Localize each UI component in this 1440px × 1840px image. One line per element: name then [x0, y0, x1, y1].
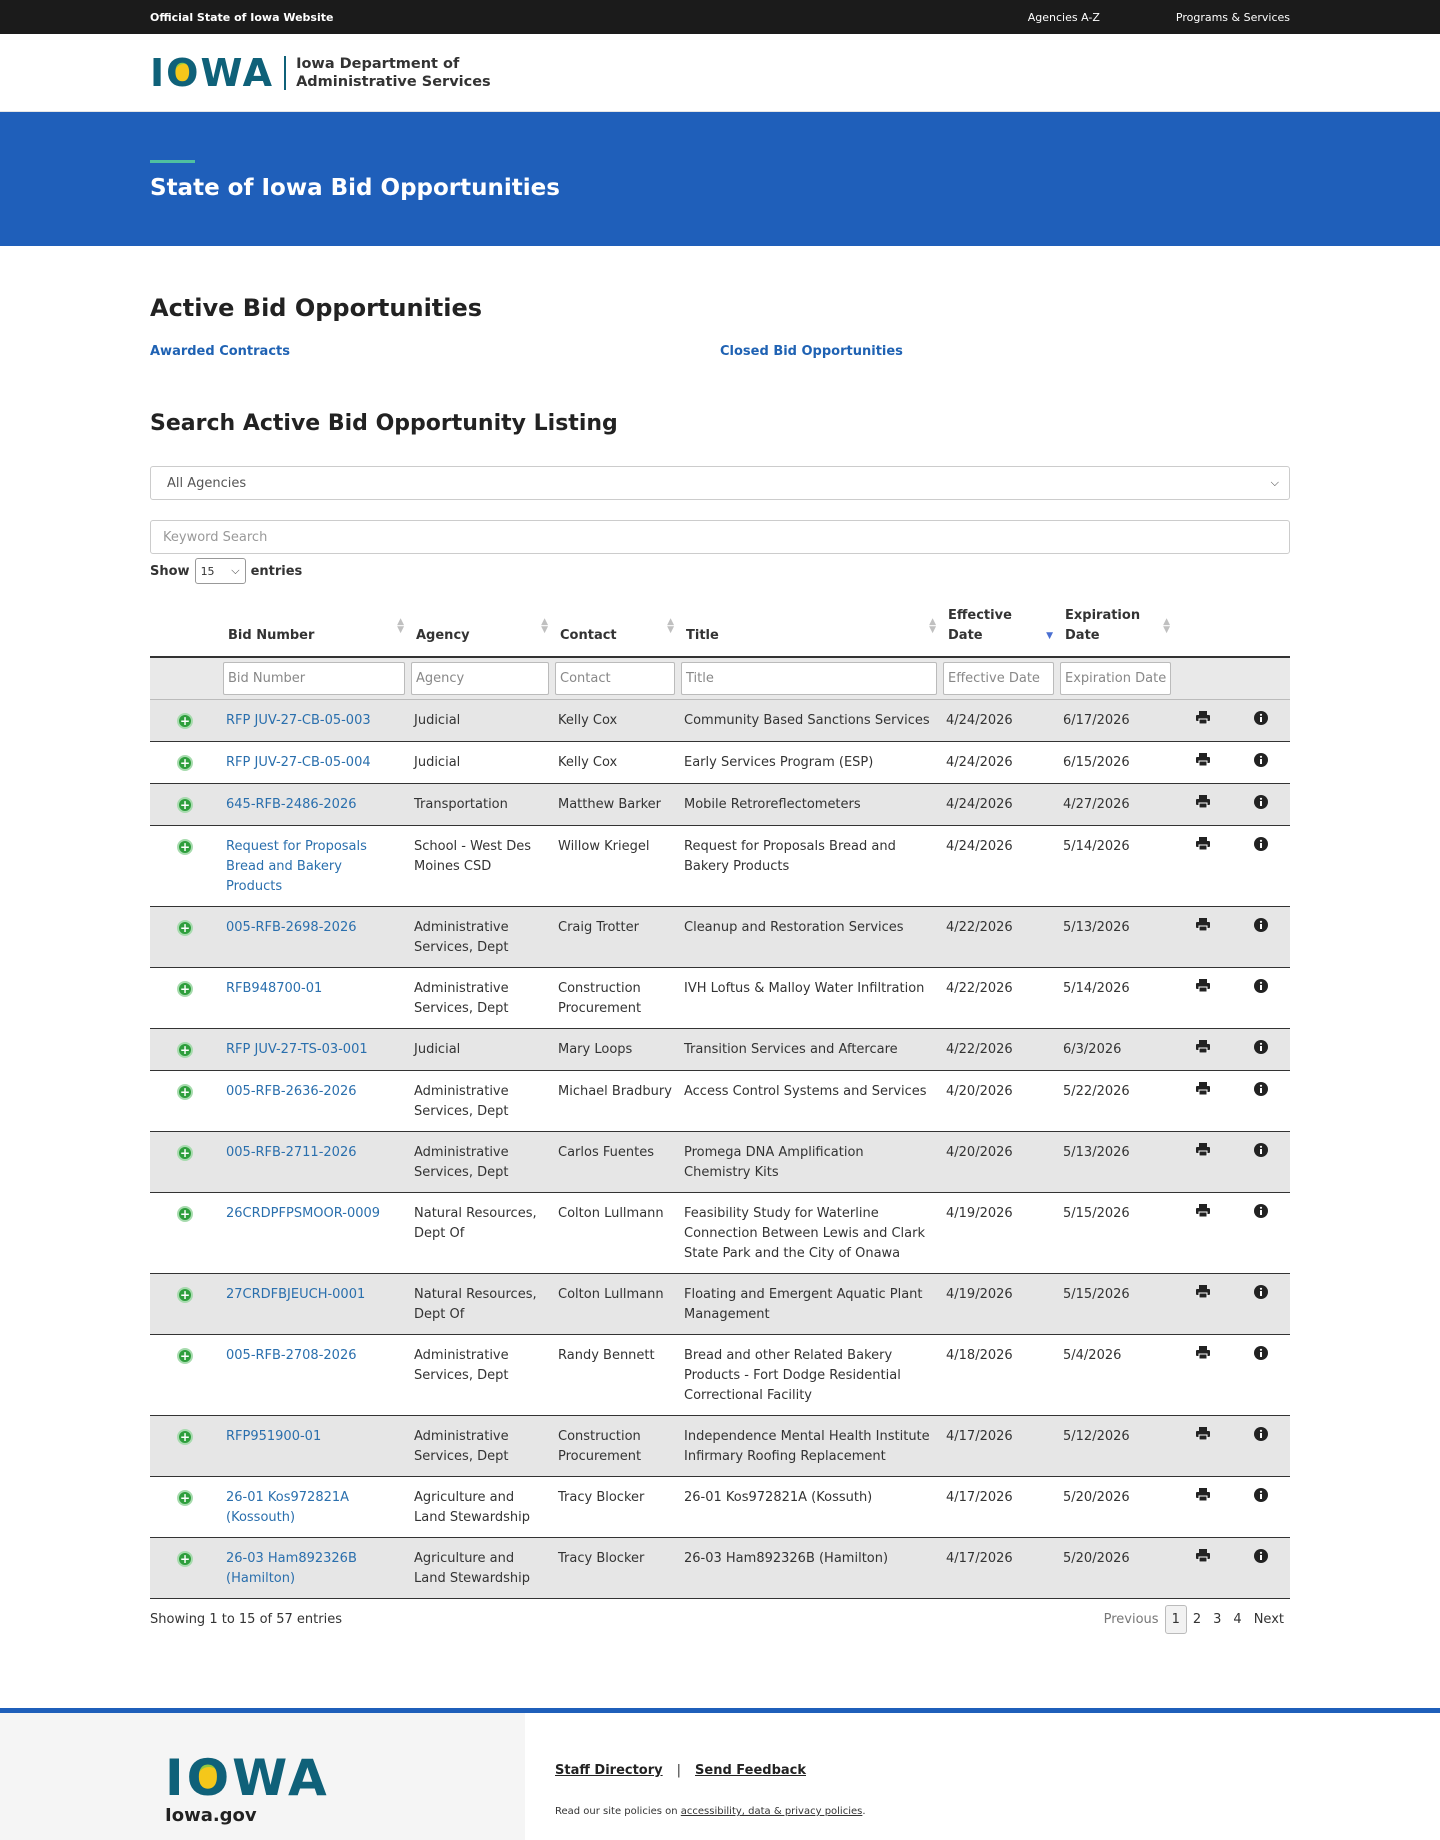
- agencies-az-link[interactable]: Agencies A-Z: [1027, 10, 1100, 24]
- agency-cell: Judicial: [408, 700, 552, 742]
- table-row: [150, 700, 1290, 742]
- sort-icon: ▲ ▼: [667, 617, 674, 635]
- contact-cell: Randy Bennett: [552, 1335, 678, 1416]
- col-header-title[interactable]: Title ▲ ▼: [678, 600, 940, 657]
- table-row: [150, 1477, 1290, 1538]
- title-cell: Floating and Emergent Aquatic Plant Management: [678, 1274, 940, 1335]
- expiration-date-filter[interactable]: Expiration Date: [1060, 662, 1171, 695]
- agency-cell: School - West Des Moines CSD: [408, 826, 552, 907]
- table-info: Showing 1 to 15 of 57 entries: [150, 1612, 342, 1627]
- col-header-contact[interactable]: Contact ▲ ▼: [552, 600, 678, 657]
- plus-circle-icon[interactable]: +: [177, 981, 193, 997]
- contact-cell: Kelly Cox: [552, 742, 678, 784]
- title-cell: IVH Loftus & Malloy Water Infiltration: [678, 968, 940, 1029]
- col-header-agency[interactable]: Agency ▲ ▼: [408, 600, 552, 657]
- footer-separator: |: [676, 1763, 682, 1778]
- plus-circle-icon[interactable]: +: [177, 1551, 193, 1567]
- expiration-date-cell: 5/15/2026: [1057, 1193, 1174, 1274]
- bid-number-filter[interactable]: Bid Number: [223, 662, 405, 695]
- expiration-date-cell: 5/12/2026: [1057, 1416, 1174, 1477]
- footer-logo-area: [0, 1713, 525, 1840]
- sort-icon: ▲ ▼: [1163, 617, 1170, 635]
- expiration-date-cell: 6/15/2026: [1057, 742, 1174, 784]
- sort-desc-icon: ▼: [1046, 631, 1053, 641]
- plus-circle-icon[interactable]: +: [177, 1206, 193, 1222]
- table-row: [150, 1071, 1290, 1132]
- filter-row: [150, 657, 1290, 700]
- agency-cell: Judicial: [408, 742, 552, 784]
- page-2-button[interactable]: 2: [1192, 1612, 1202, 1627]
- pagination: [1098, 1605, 1290, 1634]
- plus-circle-icon[interactable]: +: [177, 1042, 193, 1058]
- plus-circle-icon[interactable]: +: [177, 797, 193, 813]
- effective-date-cell: 4/20/2026: [940, 1071, 1057, 1132]
- print-icon[interactable]: [1196, 1145, 1210, 1160]
- agency-select[interactable]: All Agencies ⌵: [150, 466, 1290, 500]
- sort-icon: ▲ ▼: [397, 617, 404, 635]
- print-icon[interactable]: [1196, 1287, 1210, 1302]
- search-heading: Search Active Bid Opportunity Listing: [150, 411, 618, 436]
- expand-column-header: [150, 600, 220, 657]
- top-links: [1028, 11, 1290, 24]
- expiration-date-cell: 5/20/2026: [1057, 1477, 1174, 1538]
- bid-number-link[interactable]: 26-01 Kos972821A (Kossouth): [226, 1490, 350, 1525]
- table-row: [150, 1416, 1290, 1477]
- expiration-date-cell: 5/20/2026: [1057, 1538, 1174, 1599]
- agency-cell: Judicial: [408, 1029, 552, 1071]
- table-row: [150, 1029, 1290, 1071]
- das-logo[interactable]: [150, 50, 491, 95]
- bid-number-link[interactable]: RFP JUV-27-TS-03-001: [226, 1042, 368, 1057]
- col-header-bid-number[interactable]: Bid Number ▲ ▼: [220, 600, 408, 657]
- effective-date-cell: 4/22/2026: [940, 907, 1057, 968]
- plus-circle-icon[interactable]: +: [177, 1287, 193, 1303]
- effective-date-cell: 4/24/2026: [940, 784, 1057, 826]
- agency-cell: Administrative Services, Dept: [408, 1335, 552, 1416]
- print-icon[interactable]: [1196, 839, 1210, 854]
- print-icon[interactable]: [1196, 1551, 1210, 1566]
- page-1-button[interactable]: 1: [1165, 1605, 1187, 1634]
- effective-date-cell: 4/24/2026: [940, 742, 1057, 784]
- effective-date-cell: 4/17/2026: [940, 1477, 1057, 1538]
- plus-circle-icon[interactable]: +: [177, 713, 193, 729]
- effective-date-cell: 4/22/2026: [940, 968, 1057, 1029]
- policies-link[interactable]: accessibility, data & privacy policies: [680, 1806, 863, 1817]
- expiration-date-cell: 5/14/2026: [1057, 826, 1174, 907]
- bid-number-link[interactable]: RFP JUV-27-CB-05-004: [226, 755, 371, 770]
- title-cell: Access Control Systems and Services: [678, 1071, 940, 1132]
- footer-links: [555, 1763, 866, 1778]
- print-icon[interactable]: [1196, 920, 1210, 935]
- hero-accent-line: [150, 160, 195, 163]
- agency-cell: Administrative Services, Dept: [408, 907, 552, 968]
- info-circle-icon[interactable]: [1254, 798, 1268, 813]
- contact-cell: Tracy Blocker: [552, 1538, 678, 1599]
- table-row: [150, 1132, 1290, 1193]
- main-content: [0, 294, 1440, 1634]
- print-icon[interactable]: [1196, 1042, 1210, 1057]
- title-cell: Independence Mental Health Institute Infirmary Roofing Replacement: [678, 1416, 940, 1477]
- bid-number-link[interactable]: 26-03 Ham892326B (Hamilton): [226, 1551, 357, 1586]
- title-cell: Community Based Sanctions Services: [678, 700, 940, 742]
- quick-links: [150, 344, 1290, 359]
- table-row: [150, 1335, 1290, 1416]
- contact-cell: Willow Kriegel: [552, 826, 678, 907]
- info-circle-icon[interactable]: [1254, 921, 1268, 936]
- logo-divider: [284, 56, 286, 90]
- agency-cell: Administrative Services, Dept: [408, 1071, 552, 1132]
- table-row: [150, 784, 1290, 826]
- table-row: [150, 1193, 1290, 1274]
- programs-services-link[interactable]: Programs & Services: [1175, 10, 1290, 24]
- contact-cell: Mary Loops: [552, 1029, 678, 1071]
- effective-date-cell: 4/24/2026: [940, 700, 1057, 742]
- col-header-effective-date[interactable]: Effective Date ▼: [940, 600, 1057, 657]
- title-cell: Bread and other Related Bakery Products - Fort Dodge Residential Correctional Facility: [678, 1335, 940, 1416]
- info-circle-icon[interactable]: [1254, 1430, 1268, 1445]
- iowa-footer-logo[interactable]: IOWA: [165, 1749, 330, 1807]
- title-cell: Early Services Program (ESP): [678, 742, 940, 784]
- effective-date-cell: 4/17/2026: [940, 1538, 1057, 1599]
- active-bids-heading: Active Bid Opportunities: [150, 294, 483, 322]
- title-cell: Request for Proposals Bread and Bakery Products: [678, 826, 940, 907]
- bid-number-link[interactable]: 005-RFB-2698-2026: [226, 920, 357, 935]
- top-bar: [0, 0, 1440, 34]
- effective-date-cell: 4/22/2026: [940, 1029, 1057, 1071]
- site-footer: [0, 1708, 1440, 1840]
- official-site-label: Official State of Iowa Website: [150, 10, 334, 24]
- info-circle-icon[interactable]: [1254, 1085, 1268, 1100]
- info-circle-icon[interactable]: [1254, 714, 1268, 729]
- bid-number-link[interactable]: 005-RFB-2711-2026: [226, 1145, 357, 1160]
- print-icon[interactable]: [1196, 755, 1210, 770]
- dept-name: Iowa Department of Administrative Services: [296, 55, 491, 90]
- bid-number-link[interactable]: 27CRDFBJEUCH-0001: [226, 1287, 366, 1302]
- agency-cell: Transportation: [408, 784, 552, 826]
- iowa-logo: IOWA: [150, 50, 275, 95]
- info-column-header: [1232, 600, 1290, 657]
- table-footer: [150, 1605, 1290, 1634]
- info-circle-icon[interactable]: [1254, 1146, 1268, 1161]
- page-3-button[interactable]: 3: [1213, 1612, 1222, 1627]
- expiration-date-cell: 5/4/2026: [1057, 1335, 1174, 1416]
- expiration-date-cell: 5/15/2026: [1057, 1274, 1174, 1335]
- effective-date-filter[interactable]: Effective Date: [943, 662, 1054, 695]
- plus-circle-icon[interactable]: +: [177, 1084, 193, 1100]
- send-feedback-link[interactable]: Send Feedback: [695, 1763, 807, 1778]
- contact-cell: Michael Bradbury: [552, 1071, 678, 1132]
- effective-date-cell: 4/17/2026: [940, 1416, 1057, 1477]
- chevron-down-icon: ⌵: [231, 564, 240, 577]
- contact-cell: Kelly Cox: [552, 700, 678, 742]
- bids-table: [150, 600, 1290, 1599]
- contact-cell: Construction Procurement: [552, 1416, 678, 1477]
- bid-number-link[interactable]: RFB948700-01: [226, 981, 323, 996]
- bid-number-link[interactable]: Request for Proposals Bread and Bakery Products: [226, 839, 367, 894]
- bid-number-link[interactable]: RFP JUV-27-CB-05-003: [226, 713, 371, 728]
- contact-cell: Tracy Blocker: [552, 1477, 678, 1538]
- print-icon[interactable]: [1196, 713, 1210, 728]
- agency-cell: Natural Resources, Dept Of: [408, 1274, 552, 1335]
- policy-notice: Read our site policies on accessibility, data & privacy policies.: [555, 1806, 866, 1817]
- agency-cell: Administrative Services, Dept: [408, 1416, 552, 1477]
- print-icon[interactable]: [1196, 981, 1210, 996]
- info-circle-icon[interactable]: [1254, 1207, 1268, 1222]
- closed-bids-link[interactable]: Closed Bid Opportunities: [720, 344, 903, 359]
- effective-date-cell: 4/18/2026: [940, 1335, 1057, 1416]
- title-cell: Transition Services and Aftercare: [678, 1029, 940, 1071]
- contact-cell: Carlos Fuentes: [552, 1132, 678, 1193]
- info-circle-icon[interactable]: [1254, 1288, 1268, 1303]
- contact-cell: Craig Trotter: [552, 907, 678, 968]
- bid-number-link[interactable]: 645-RFB-2486-2026: [226, 797, 357, 812]
- info-circle-icon[interactable]: [1254, 1349, 1268, 1364]
- bid-number-link[interactable]: 005-RFB-2708-2026: [226, 1348, 357, 1363]
- col-header-expiration-date[interactable]: Expiration Date ▲ ▼: [1057, 600, 1174, 657]
- table-row: [150, 742, 1290, 784]
- next-page-button[interactable]: Next: [1253, 1612, 1284, 1627]
- plus-circle-icon[interactable]: +: [177, 839, 193, 855]
- staff-directory-link[interactable]: Staff Directory: [555, 1763, 663, 1778]
- print-icon[interactable]: [1196, 1429, 1210, 1444]
- expiration-date-cell: 5/13/2026: [1057, 1132, 1174, 1193]
- effective-date-cell: 4/19/2026: [940, 1274, 1057, 1335]
- agency-cell: Agriculture and Land Stewardship: [408, 1477, 552, 1538]
- plus-circle-icon[interactable]: +: [177, 1490, 193, 1506]
- title-cell: 26-03 Ham892326B (Hamilton): [678, 1538, 940, 1599]
- keyword-search-input[interactable]: Keyword Search: [150, 520, 1290, 554]
- contact-filter[interactable]: Contact: [555, 662, 675, 695]
- table-row: [150, 1538, 1290, 1599]
- awarded-contracts-link[interactable]: Awarded Contracts: [150, 344, 290, 359]
- info-circle-icon[interactable]: [1254, 1552, 1268, 1567]
- entries-select[interactable]: 15 ⌵: [195, 558, 246, 584]
- info-circle-icon[interactable]: [1254, 1491, 1268, 1506]
- title-cell: Promega DNA Amplification Chemistry Kits: [678, 1132, 940, 1193]
- effective-date-cell: 4/19/2026: [940, 1193, 1057, 1274]
- agency-cell: Administrative Services, Dept: [408, 968, 552, 1029]
- expiration-date-cell: 4/27/2026: [1057, 784, 1174, 826]
- contact-cell: Colton Lullmann: [552, 1193, 678, 1274]
- plus-circle-icon[interactable]: +: [177, 755, 193, 771]
- sort-icon: ▲ ▼: [541, 617, 548, 635]
- page-length-control: Show 15 ⌵ entries: [150, 558, 1290, 584]
- bid-number-link[interactable]: RFP951900-01: [226, 1429, 322, 1444]
- site-header: [0, 34, 1440, 112]
- table-row: [150, 907, 1290, 968]
- title-filter[interactable]: Title: [681, 662, 937, 695]
- title-cell: Mobile Retroreflectometers: [678, 784, 940, 826]
- table-row: [150, 1274, 1290, 1335]
- print-icon[interactable]: [1196, 1490, 1210, 1505]
- agency-cell: Natural Resources, Dept Of: [408, 1193, 552, 1274]
- expiration-date-cell: 5/14/2026: [1057, 968, 1174, 1029]
- agency-cell: Administrative Services, Dept: [408, 1132, 552, 1193]
- effective-date-cell: 4/20/2026: [940, 1132, 1057, 1193]
- title-cell: Cleanup and Restoration Services: [678, 907, 940, 968]
- chevron-down-icon: ⌵: [1270, 476, 1279, 489]
- table-row: [150, 968, 1290, 1029]
- print-icon[interactable]: [1196, 797, 1210, 812]
- expiration-date-cell: 6/3/2026: [1057, 1029, 1174, 1071]
- agency-cell: Agriculture and Land Stewardship: [408, 1538, 552, 1599]
- iowa-gov-label: Iowa.gov: [165, 1805, 257, 1826]
- contact-cell: Colton Lullmann: [552, 1274, 678, 1335]
- print-icon[interactable]: [1196, 1084, 1210, 1099]
- plus-circle-icon[interactable]: +: [177, 1429, 193, 1445]
- info-circle-icon[interactable]: [1254, 756, 1268, 771]
- footer-links-area: [525, 1713, 866, 1840]
- hero-banner: [0, 112, 1440, 246]
- plus-circle-icon[interactable]: +: [177, 1145, 193, 1161]
- agency-filter[interactable]: Agency: [411, 662, 549, 695]
- expiration-date-cell: 5/13/2026: [1057, 907, 1174, 968]
- expiration-date-cell: 5/22/2026: [1057, 1071, 1174, 1132]
- previous-page-button[interactable]: Previous: [1103, 1612, 1159, 1627]
- contact-cell: Construction Procurement: [552, 968, 678, 1029]
- info-circle-icon[interactable]: [1254, 1043, 1268, 1058]
- sort-icon: ▲ ▼: [929, 617, 936, 635]
- print-icon[interactable]: [1196, 1348, 1210, 1363]
- expiration-date-cell: 6/17/2026: [1057, 700, 1174, 742]
- bid-number-link[interactable]: 005-RFB-2636-2026: [226, 1084, 357, 1099]
- plus-circle-icon[interactable]: +: [177, 920, 193, 936]
- bid-number-link[interactable]: 26CRDPFPSMOOR-0009: [226, 1206, 381, 1221]
- title-cell: 26-01 Kos972821A (Kossuth): [678, 1477, 940, 1538]
- page-title: State of Iowa Bid Opportunities: [150, 175, 560, 201]
- print-column-header: [1174, 600, 1232, 657]
- title-cell: Feasibility Study for Waterline Connection Between Lewis and Clark State Park and the City of Onawa: [678, 1193, 940, 1274]
- info-circle-icon[interactable]: [1254, 982, 1268, 997]
- print-icon[interactable]: [1196, 1206, 1210, 1221]
- page-4-button[interactable]: 4: [1233, 1612, 1242, 1627]
- info-circle-icon[interactable]: [1254, 840, 1268, 855]
- plus-circle-icon[interactable]: +: [177, 1348, 193, 1364]
- table-row: [150, 826, 1290, 907]
- contact-cell: Matthew Barker: [552, 784, 678, 826]
- effective-date-cell: 4/24/2026: [940, 826, 1057, 907]
